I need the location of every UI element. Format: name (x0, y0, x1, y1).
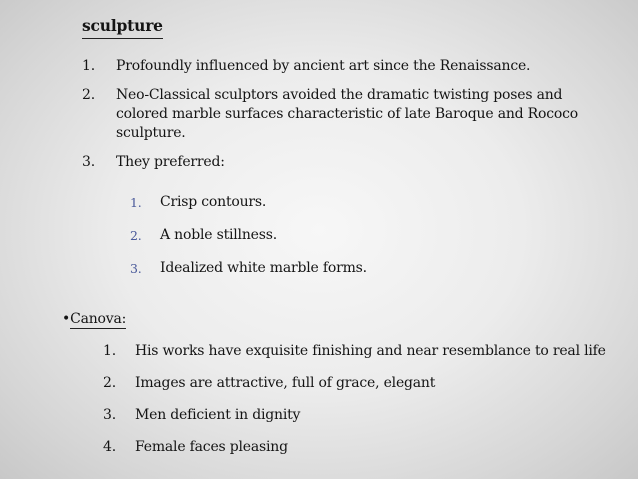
preferences-sublist (130, 193, 367, 292)
item-number: 2. (103, 375, 116, 391)
list-item (103, 374, 633, 393)
canova-heading (62, 310, 126, 329)
sublist-number: 3. (130, 261, 142, 276)
sublist-item (130, 226, 367, 245)
list-item (103, 406, 633, 425)
canova-list (103, 342, 633, 470)
main-list (82, 57, 602, 172)
canova-label: Canova (70, 311, 122, 327)
item-number: 3. (103, 407, 116, 423)
item-number: 3. (82, 154, 95, 170)
list-item (103, 438, 633, 457)
item-text: His works have exquisite finishing and near resemblance to real life (135, 343, 606, 359)
list-item (82, 153, 602, 172)
sublist-number: 2. (130, 228, 142, 243)
item-text: They preferred: (116, 154, 225, 170)
item-text: Images are attractive, full of grace, elegant (135, 375, 436, 391)
list-item (103, 342, 633, 361)
item-text: Profoundly influenced by ancient art since the Renaissance. (116, 58, 531, 74)
list-item (82, 86, 602, 143)
sublist-number: 1. (130, 195, 142, 210)
bullet-icon: • (62, 311, 71, 327)
item-number: 1. (82, 58, 95, 74)
sublist-item (130, 259, 367, 278)
canova-colon: : (121, 311, 127, 327)
item-text: Neo-Classical sculptors avoided the dramatic twisting poses and colored marble surfaces characteristic of late Baroque and Rococo sculpture. (116, 87, 578, 141)
sublist-item (130, 193, 367, 212)
sublist-text: A noble stillness. (160, 227, 277, 243)
item-text: Men deficient in dignity (135, 407, 301, 423)
list-item (82, 57, 602, 76)
item-number: 1. (103, 343, 116, 359)
sublist-text: Idealized white marble forms. (160, 260, 367, 276)
item-text: Female faces pleasing (135, 439, 288, 455)
item-number: 2. (82, 87, 95, 103)
slide-heading: sculpture (82, 16, 163, 39)
sublist-text: Crisp contours. (160, 194, 267, 210)
item-number: 4. (103, 439, 116, 455)
